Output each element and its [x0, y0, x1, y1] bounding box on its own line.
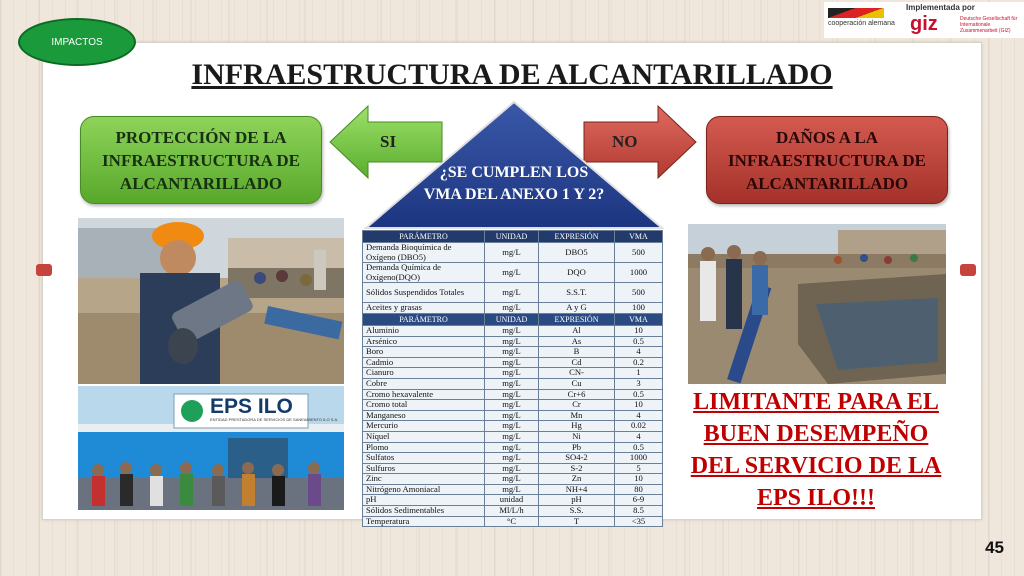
cell-expr: SO4-2 [539, 453, 615, 464]
cell-param: Plomo [363, 442, 485, 453]
cell-expr: B [539, 347, 615, 358]
table-row [363, 484, 663, 495]
cell-vma: 0.02 [615, 421, 663, 432]
giz-fullname: Deutsche Gesellschaft für Internationale Zusammenarbeit (GIZ) [960, 16, 1018, 34]
cell-vma: 80 [615, 484, 663, 495]
cell-vma: 1 [615, 368, 663, 379]
table-row [363, 263, 663, 283]
table-row [363, 243, 663, 263]
giz-wordmark: giz [910, 13, 938, 35]
damage-photo [688, 224, 946, 384]
cell-unit: mg/L [485, 442, 539, 453]
damage-box [706, 116, 948, 204]
cell-param: Arsénico [363, 336, 485, 347]
cell-param: Sólidos Sedimentables [363, 506, 485, 517]
cell-param: Sólidos Suspendidos Totales [363, 283, 485, 303]
cell-unit: Ml/L/h [485, 506, 539, 517]
cell-unit: mg/L [485, 421, 539, 432]
cell-param: Sulfatos [363, 453, 485, 464]
cell-unit: mg/L [485, 431, 539, 442]
cell-vma: 8.5 [615, 506, 663, 517]
limitation-message: LIMITANTE PARA EL BUEN DESEMPEÑO DEL SERVICIO DE LA EPS ILO!!! [690, 389, 942, 511]
eps-sign-name: EPS ILO [210, 395, 293, 418]
protection-label: PROTECCIÓN DE LA INFRAESTRUCTURA DE ALCANTARILLADO [102, 127, 300, 193]
cell-unit: mg/L [485, 453, 539, 464]
pin-left [36, 264, 52, 276]
cell-expr: Ni [539, 431, 615, 442]
eps-sign-subtitle: ENTIDAD PRESTADORA DE SERVICIOS DE SANEAMIENTO ILO S.A. [210, 417, 339, 422]
eps-office-photo [78, 386, 344, 510]
cell-expr: As [539, 336, 615, 347]
table-row [363, 506, 663, 517]
cell-expr: Cr [539, 400, 615, 411]
cell-unit: mg/L [485, 484, 539, 495]
cell-expr: Cu [539, 378, 615, 389]
cell-param: Boro [363, 347, 485, 358]
annex1-header-row [363, 231, 663, 243]
cell-vma: 10 [615, 400, 663, 411]
cell-expr: Al [539, 325, 615, 336]
cell-unit: mg/L [485, 389, 539, 400]
cell-unit: mg/L [485, 410, 539, 421]
annex2-header-row [363, 313, 663, 325]
cell-vma: 10 [615, 474, 663, 485]
cell-vma: <35 [615, 516, 663, 527]
cell-param: pH [363, 495, 485, 506]
table-row [363, 357, 663, 368]
header-parameter: PARÁMETRO [363, 313, 485, 325]
cell-unit: mg/L [485, 263, 539, 283]
cell-unit: mg/L [485, 474, 539, 485]
cell-expr: DQO [539, 263, 615, 283]
table-row [363, 421, 663, 432]
cell-expr: S-2 [539, 463, 615, 474]
cell-expr: Cr+6 [539, 389, 615, 400]
cell-expr: NH+4 [539, 484, 615, 495]
header-vma: VMA [615, 231, 663, 243]
cell-unit: mg/L [485, 368, 539, 379]
table-row [363, 431, 663, 442]
cell-param: Níquel [363, 431, 485, 442]
cell-expr: Pb [539, 442, 615, 453]
cell-param: Temperatura [363, 516, 485, 527]
table-row [363, 283, 663, 303]
annex2-rows [363, 325, 663, 526]
cell-unit: °C [485, 516, 539, 527]
table-row [363, 410, 663, 421]
table-row [363, 347, 663, 358]
cell-expr: S.S.T. [539, 283, 615, 303]
cell-vma: 1000 [615, 263, 663, 283]
table-row [363, 303, 663, 314]
cell-expr: A y G [539, 303, 615, 314]
cell-vma: 10 [615, 325, 663, 336]
cell-param: Mercurio [363, 421, 485, 432]
cell-expr: Zn [539, 474, 615, 485]
table-row [363, 442, 663, 453]
cell-vma: 3 [615, 378, 663, 389]
cell-unit: mg/L [485, 378, 539, 389]
cell-expr: S.S. [539, 506, 615, 517]
cell-unit: mg/L [485, 400, 539, 411]
worker-pipe-image [78, 218, 344, 384]
cell-expr: T [539, 516, 615, 527]
table-row [363, 495, 663, 506]
cell-vma: 4 [615, 431, 663, 442]
page-number: 45 [985, 538, 1004, 557]
cell-expr: Hg [539, 421, 615, 432]
cell-param: Sulfuros [363, 463, 485, 474]
damaged-sewer-image [688, 224, 946, 384]
cell-expr: Cd [539, 357, 615, 368]
cooperation-label: cooperación alemana [828, 20, 895, 27]
table-row [363, 336, 663, 347]
cell-param: Cromo hexavalente [363, 389, 485, 400]
pin-right [960, 264, 976, 276]
table-row [363, 516, 663, 527]
header-expression: EXPRESIÓN [539, 231, 615, 243]
cell-vma: 4 [615, 410, 663, 421]
worker-photo [78, 218, 344, 384]
cell-unit: mg/L [485, 336, 539, 347]
cell-vma: 0.5 [615, 442, 663, 453]
cell-vma: 4 [615, 347, 663, 358]
yes-label: SI [380, 132, 397, 151]
header-unit: UNIDAD [485, 313, 539, 325]
cell-vma: 1000 [615, 453, 663, 464]
cell-vma: 100 [615, 303, 663, 314]
table-row [363, 325, 663, 336]
protection-box [80, 116, 322, 204]
cell-expr: DBO5 [539, 243, 615, 263]
cell-unit: unidad [485, 495, 539, 506]
cell-param: Cianuro [363, 368, 485, 379]
cell-vma: 0.5 [615, 336, 663, 347]
cell-param: Demanda Química de Oxígeno(DQO) [363, 263, 485, 283]
table-row [363, 474, 663, 485]
cell-unit: mg/L [485, 283, 539, 303]
impactos-label: IMPACTOS [51, 36, 103, 48]
slide-title: INFRAESTRUCTURA DE ALCANTARILLADO [191, 58, 833, 91]
header-unit: UNIDAD [485, 231, 539, 243]
table-row [363, 453, 663, 464]
cell-param: Zinc [363, 474, 485, 485]
cell-unit: mg/L [485, 325, 539, 336]
decision-question: ¿SE CUMPLEN LOS VMA DEL ANEXO 1 Y 2? [423, 164, 605, 203]
cell-unit: mg/L [485, 243, 539, 263]
vma-table [362, 230, 663, 527]
cell-unit: mg/L [485, 303, 539, 314]
no-label: NO [612, 132, 638, 151]
cell-param: Aluminio [363, 325, 485, 336]
cell-param: Aceites y grasas [363, 303, 485, 314]
cell-expr: Mn [539, 410, 615, 421]
table-row [363, 400, 663, 411]
table-row [363, 463, 663, 474]
header-vma: VMA [615, 313, 663, 325]
cell-expr: CN- [539, 368, 615, 379]
cell-param: Cadmio [363, 357, 485, 368]
cell-vma: 5 [615, 463, 663, 474]
cell-unit: mg/L [485, 357, 539, 368]
cell-param: Nitrógeno Amoniacal [363, 484, 485, 495]
implemented-by-label: Implementada por [906, 3, 975, 12]
header-expression: EXPRESIÓN [539, 313, 615, 325]
cell-param: Cromo total [363, 400, 485, 411]
cell-expr: pH [539, 495, 615, 506]
cell-vma: 500 [615, 243, 663, 263]
cell-param: Demanda Bioquímica de Oxígeno (DBO5) [363, 243, 485, 263]
cell-param: Cobre [363, 378, 485, 389]
cell-unit: mg/L [485, 463, 539, 474]
table-row [363, 378, 663, 389]
cell-unit: mg/L [485, 347, 539, 358]
cell-vma: 0.2 [615, 357, 663, 368]
giz-logo [824, 2, 1024, 38]
cell-vma: 500 [615, 283, 663, 303]
cell-param: Manganeso [363, 410, 485, 421]
german-flag-icon [828, 8, 884, 18]
annex1-rows [363, 243, 663, 326]
header-parameter: PARÁMETRO [363, 231, 485, 243]
cell-vma: 0.5 [615, 389, 663, 400]
table-row [363, 389, 663, 400]
table-row [363, 368, 663, 379]
cell-vma: 6-9 [615, 495, 663, 506]
damage-label: DAÑOS A LA INFRAESTRUCTURA DE ALCANTARILLADO [728, 127, 926, 193]
